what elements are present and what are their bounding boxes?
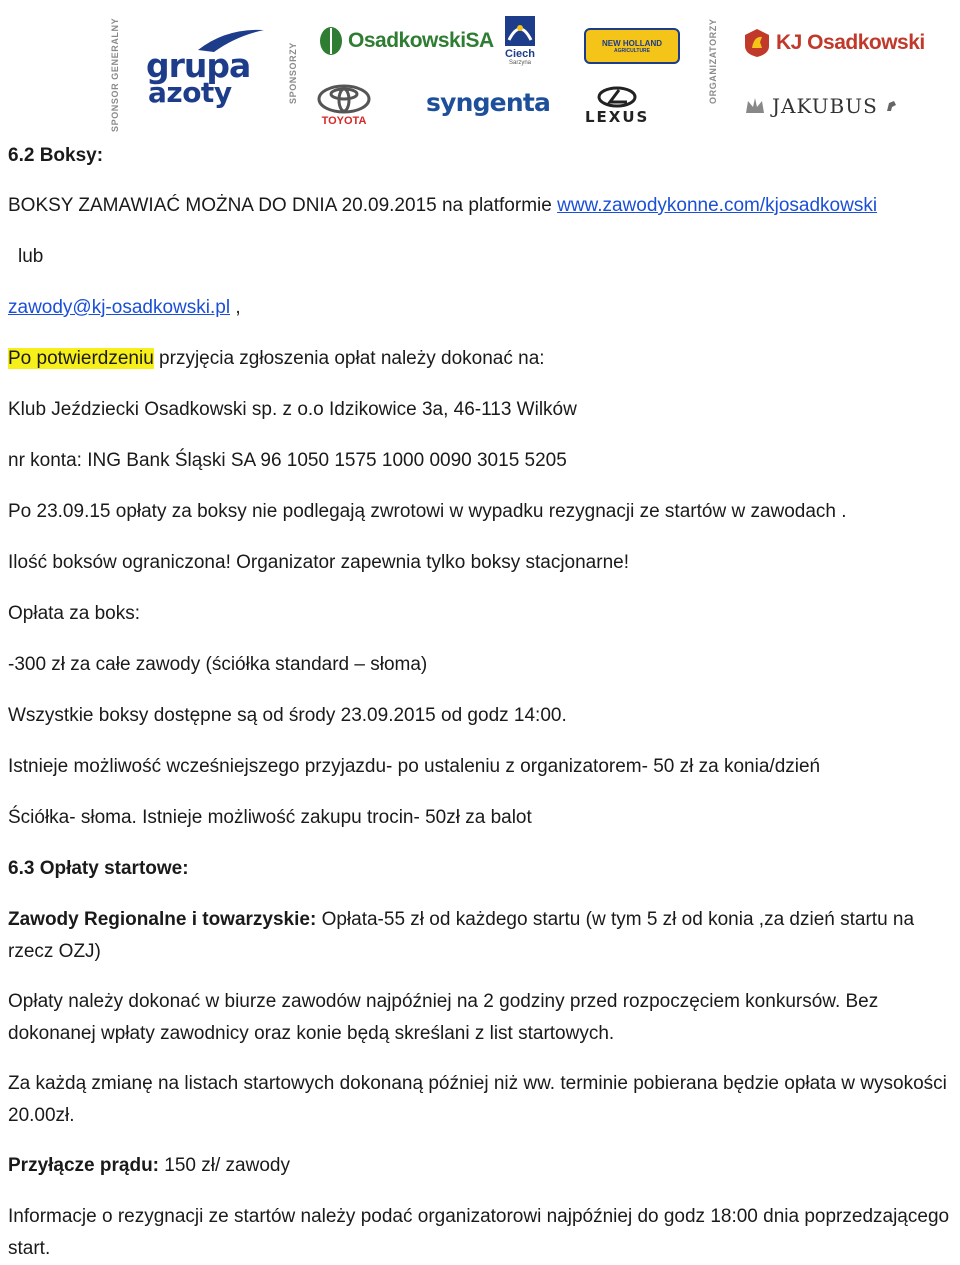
organizers-label: ORGANIZATORZY — [708, 18, 718, 104]
limited-boxes-text: Ilość boksów ograniczona! Organizator zapewnia tylko boksy stacjonarne! — [8, 552, 629, 573]
regional-fee-paragraph — [8, 904, 960, 968]
lexus-text: LEXUS — [585, 108, 650, 126]
bank-account: nr konta: ING Bank Śląski SA 96 1050 1575 1000 0090 3015 5205 — [8, 450, 567, 471]
sponsors-label: SPONSORZY — [288, 42, 298, 104]
ciech-text: Ciech — [505, 48, 535, 60]
regional-fee-label: Zawody Regionalne i towarzyskie: — [8, 909, 317, 930]
section-fees-heading: 6.3 Opłaty startowe: — [8, 858, 189, 879]
lexus-emblem-icon — [597, 86, 637, 108]
toyota-emblem-icon — [316, 84, 372, 114]
confirm-highlight: Po potwierdzeniu — [8, 348, 154, 369]
payment-paragraph: Opłaty należy dokonać w biurze zawodów najpóźniej na 2 godziny przed rozpoczęciem konkursów. Bez dokonanej wpłaty zawodnicy oraz konie będą skreślani z list startowych. — [8, 991, 879, 1044]
toyota-logo — [316, 84, 372, 127]
crown-icon — [744, 95, 766, 117]
club-address: Klub Jeździecki Osadkowski sp. z o.o Idzikowice 3a, 46-113 Wilków — [8, 399, 577, 420]
sponsor-general-label: SPONSOR GENERALNY — [110, 17, 120, 132]
ciech-emblem-icon — [503, 14, 537, 48]
withdrawal-paragraph: Informacje o rezygnacji ze startów należy podać organizatorowi najpóźniej do godz 18:00 dnia poprzedzającego start. — [8, 1206, 950, 1259]
email-suffix: , — [230, 297, 241, 318]
zawodykonne-link[interactable]: www.zawodykonne.com/kjosadkowski — [557, 195, 878, 216]
or-text: lub — [18, 246, 44, 267]
boxes-order-line — [8, 190, 877, 222]
fee-heading: Opłata za boks: — [8, 603, 141, 624]
email-line — [8, 292, 241, 324]
early-arrival-text: Istnieje możliwość wcześniejszego przyjazdu- po ustaleniu z organizatorem- 50 zł za konia/dzień — [8, 756, 821, 777]
bedding-text: Ściółka- słoma. Istnieje możliwość zakupu trocin- 50zł za balot — [8, 807, 532, 828]
osadkowski-sa-text: OsadkowskiSA — [348, 29, 494, 52]
horse-head-icon — [884, 99, 898, 113]
ciech-sub-text: Sarzyna — [508, 60, 531, 66]
leaf-icon — [318, 26, 344, 56]
new-holland-text: NEW HOLLAND — [602, 38, 662, 48]
boxes-order-text: BOKSY ZAMAWIAĆ MOŻNA DO DNIA 20.09.2015 na platformie — [8, 195, 558, 216]
horse-shield-icon — [744, 28, 770, 58]
power-line — [8, 1150, 290, 1182]
syngenta-logo — [426, 88, 550, 117]
confirm-rest: przyjęcia zgłoszenia opłat należy dokonać na: — [153, 348, 545, 369]
lexus-logo — [585, 86, 649, 126]
ciech-logo — [503, 14, 537, 66]
grupa-azoty-bottom-text: azoty — [148, 76, 232, 109]
new-holland-sub-text: AGRICULTURE — [613, 47, 650, 54]
list-change-paragraph: Za każdą zmianę na listach startowych dokonaną później niż ww. terminie pobierana będzie opłata w wysokości 20.00zł. — [8, 1073, 947, 1126]
power-text: 150 zł/ zawody — [159, 1155, 290, 1176]
jakubus-logo — [744, 94, 898, 118]
syngenta-text: syngenta — [426, 88, 551, 117]
kj-osadkowski-logo — [744, 28, 925, 58]
fee-line: -300 zł za całe zawody (ściółka standard – słoma) — [8, 654, 428, 675]
jakubus-text: JAKUBUS — [772, 94, 878, 118]
power-label: Przyłącze prądu: — [8, 1155, 159, 1176]
kj-osadkowski-text: KJ Osadkowski — [776, 31, 925, 54]
grupa-azoty-top-text: grupa — [146, 46, 251, 85]
osadkowski-sa-logo — [318, 26, 494, 56]
no-refund-text: Po 23.09.15 opłaty za boksy nie podlegają zwrotowi w wypadku rezygnacji ze startów w zawodach . — [8, 501, 847, 522]
new-holland-logo — [584, 28, 680, 64]
sponsor-banner — [0, 0, 960, 140]
toyota-text: TOYOTA — [321, 115, 367, 127]
regional-fee-text: Opłata-55 zł od każdego startu (w tym 5 zł od konia ,za dzień startu na rzecz OZJ) — [8, 909, 915, 962]
email-link[interactable]: zawody@kj-osadkowski.pl — [8, 297, 231, 318]
section-boksy-heading: 6.2 Boksy: — [8, 145, 104, 166]
availability-text: Wszystkie boksy dostępne są od środy 23.09.2015 od godz 14:00. — [8, 705, 567, 726]
confirm-line — [8, 343, 545, 375]
